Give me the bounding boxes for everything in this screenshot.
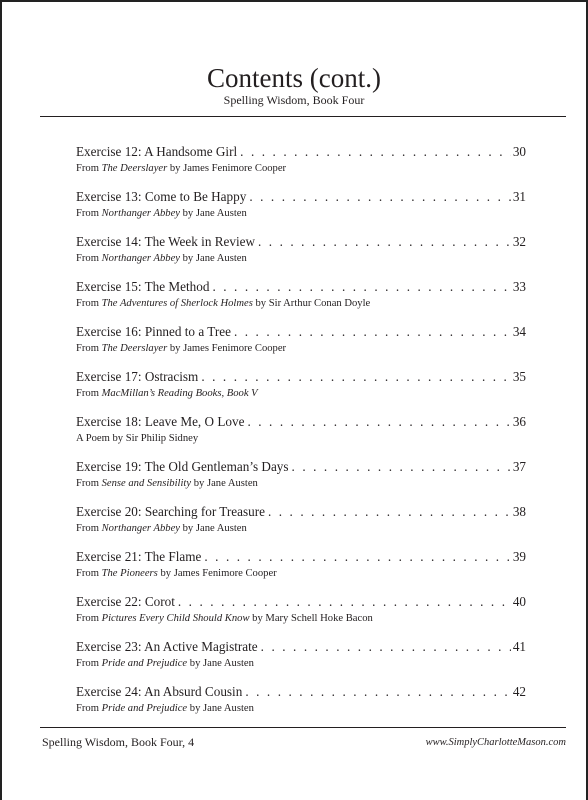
header-divider bbox=[40, 116, 566, 117]
source-prefix: From bbox=[76, 658, 102, 669]
source-work-title: Northanger Abbey bbox=[101, 208, 180, 219]
toc-entry-line bbox=[76, 637, 526, 657]
toc-entry bbox=[76, 682, 526, 727]
page-number: 31 bbox=[512, 189, 526, 204]
exercise-title: Exercise 16: Pinned to a Tree bbox=[76, 324, 231, 339]
page-border-top bbox=[0, 0, 588, 2]
page-number: 34 bbox=[512, 324, 526, 339]
toc-entry bbox=[76, 592, 526, 637]
dot-leader bbox=[249, 187, 511, 207]
footer-book-page: Spelling Wisdom, Book Four, 4 bbox=[42, 735, 195, 749]
dot-leader bbox=[234, 322, 511, 342]
toc-entry bbox=[76, 412, 526, 457]
source-work-title: Pride and Prejudice bbox=[101, 703, 188, 714]
toc-entry-line bbox=[76, 187, 526, 207]
dot-leader bbox=[292, 457, 511, 477]
source-author: by Jane Austen bbox=[179, 253, 247, 264]
exercise-title: Exercise 15: The Method bbox=[76, 279, 210, 294]
exercise-source bbox=[76, 252, 526, 266]
toc-entry bbox=[76, 322, 526, 367]
toc-entry bbox=[76, 457, 526, 502]
exercise-title: Exercise 23: An Active Magistrate bbox=[76, 639, 258, 654]
source-author: by Sir Arthur Conan Doyle bbox=[252, 298, 371, 309]
source-prefix: From bbox=[76, 478, 102, 489]
source-work-title: Pictures Every Child Should Know bbox=[101, 613, 250, 624]
exercise-title: Exercise 21: The Flame bbox=[76, 549, 202, 564]
dot-leader bbox=[245, 682, 511, 702]
dot-leader bbox=[268, 502, 511, 522]
source-prefix: From bbox=[76, 298, 102, 309]
source-author: by James Fenimore Cooper bbox=[167, 343, 287, 354]
exercise-title: Exercise 18: Leave Me, O Love bbox=[76, 414, 245, 429]
exercise-title: Exercise 14: The Week in Review bbox=[76, 234, 255, 249]
source-work-title: Sense and Sensibility bbox=[101, 478, 192, 489]
exercise-title: Exercise 24: An Absurd Cousin bbox=[76, 684, 243, 699]
source-work-title: Northanger Abbey bbox=[101, 253, 180, 264]
source-prefix: From bbox=[76, 388, 102, 399]
dot-leader bbox=[201, 367, 510, 387]
table-of-contents bbox=[76, 142, 526, 727]
exercise-title: Exercise 13: Come to Be Happy bbox=[76, 189, 247, 204]
page-number: 41 bbox=[512, 639, 526, 654]
source-prefix: From bbox=[76, 613, 102, 624]
source-work-title: Northanger Abbey bbox=[101, 523, 180, 534]
exercise-title: Exercise 20: Searching for Treasure bbox=[76, 504, 265, 519]
source-work-title: Pride and Prejudice bbox=[101, 658, 188, 669]
exercise-title: Exercise 17: Ostracism bbox=[76, 369, 199, 384]
toc-entry bbox=[76, 637, 526, 682]
source-author: by Jane Austen bbox=[179, 523, 247, 534]
source-author: by James Fenimore Cooper bbox=[157, 568, 277, 579]
source-work-title: The Deerslayer bbox=[101, 163, 168, 174]
page-number: 39 bbox=[512, 549, 526, 564]
page-number: 30 bbox=[512, 144, 526, 159]
page-number: 32 bbox=[512, 234, 526, 249]
exercise-title: Exercise 12: A Handsome Girl bbox=[76, 144, 238, 159]
source-prefix: A Poem by Sir Philip Sidney bbox=[76, 433, 199, 444]
page-number: 42 bbox=[512, 684, 526, 699]
dot-leader bbox=[261, 637, 511, 657]
toc-entry bbox=[76, 232, 526, 277]
toc-entry-line bbox=[76, 547, 526, 567]
exercise-source bbox=[76, 162, 526, 176]
source-work-title: MacMillan’s Reading Books, Book V bbox=[101, 388, 258, 399]
source-prefix: From bbox=[76, 208, 102, 219]
source-author: by Mary Schell Hoke Bacon bbox=[249, 613, 373, 624]
toc-entry bbox=[76, 367, 526, 412]
source-prefix: From bbox=[76, 703, 102, 714]
toc-entry-line bbox=[76, 412, 526, 432]
dot-leader bbox=[240, 142, 511, 162]
source-prefix: From bbox=[76, 163, 102, 174]
page-number: 40 bbox=[512, 594, 526, 609]
source-work-title: The Pioneers bbox=[101, 568, 158, 579]
toc-entry bbox=[76, 187, 526, 232]
toc-entry-line bbox=[76, 232, 526, 252]
exercise-source bbox=[76, 207, 526, 221]
exercise-source bbox=[76, 612, 526, 626]
source-author: by Jane Austen bbox=[187, 658, 254, 669]
exercise-source bbox=[76, 477, 526, 491]
source-author: by James Fenimore Cooper bbox=[167, 163, 287, 174]
source-prefix: From bbox=[76, 343, 102, 354]
footer-website: www.SimplyCharlotteMason.com bbox=[425, 737, 566, 748]
source-work-title: The Adventures of Sherlock Holmes bbox=[101, 298, 253, 309]
toc-entry bbox=[76, 142, 526, 187]
toc-entry-line bbox=[76, 457, 526, 477]
toc-entry-line bbox=[76, 277, 526, 297]
exercise-source bbox=[76, 387, 526, 401]
source-prefix: From bbox=[76, 253, 102, 264]
source-prefix: From bbox=[76, 523, 102, 534]
toc-entry-line bbox=[76, 682, 526, 702]
exercise-source bbox=[76, 342, 526, 356]
exercise-source bbox=[76, 702, 526, 716]
source-author: by Jane Austen bbox=[187, 703, 254, 714]
toc-entry-line bbox=[76, 322, 526, 342]
page-title: Contents (cont.) bbox=[207, 63, 381, 93]
toc-entry-line bbox=[76, 142, 526, 162]
toc-entry bbox=[76, 277, 526, 322]
toc-entry bbox=[76, 502, 526, 547]
source-prefix: From bbox=[76, 568, 102, 579]
exercise-source bbox=[76, 522, 526, 536]
toc-entry-line bbox=[76, 367, 526, 387]
page-number: 37 bbox=[512, 459, 526, 474]
exercise-source bbox=[76, 297, 526, 311]
exercise-source bbox=[76, 432, 526, 446]
exercise-source bbox=[76, 657, 526, 671]
dot-leader bbox=[204, 547, 510, 567]
dot-leader bbox=[258, 232, 511, 252]
source-author: by Jane Austen bbox=[191, 478, 258, 489]
source-work-title: The Deerslayer bbox=[101, 343, 168, 354]
page-number: 35 bbox=[512, 369, 526, 384]
exercise-title: Exercise 19: The Old Gentleman’s Days bbox=[76, 459, 289, 474]
dot-leader bbox=[247, 412, 510, 432]
exercise-source bbox=[76, 567, 526, 581]
page-number: 33 bbox=[512, 279, 526, 294]
footer-divider bbox=[40, 727, 566, 728]
page-number: 36 bbox=[512, 414, 526, 429]
page-number: 38 bbox=[512, 504, 526, 519]
toc-entry-line bbox=[76, 502, 526, 522]
toc-entry bbox=[76, 547, 526, 592]
dot-leader bbox=[178, 592, 511, 612]
source-author: by Jane Austen bbox=[179, 208, 247, 219]
toc-entry-line bbox=[76, 592, 526, 612]
page-subtitle: Spelling Wisdom, Book Four bbox=[223, 93, 365, 107]
exercise-title: Exercise 22: Corot bbox=[76, 594, 175, 609]
dot-leader bbox=[212, 277, 510, 297]
page-border-left bbox=[0, 0, 2, 800]
